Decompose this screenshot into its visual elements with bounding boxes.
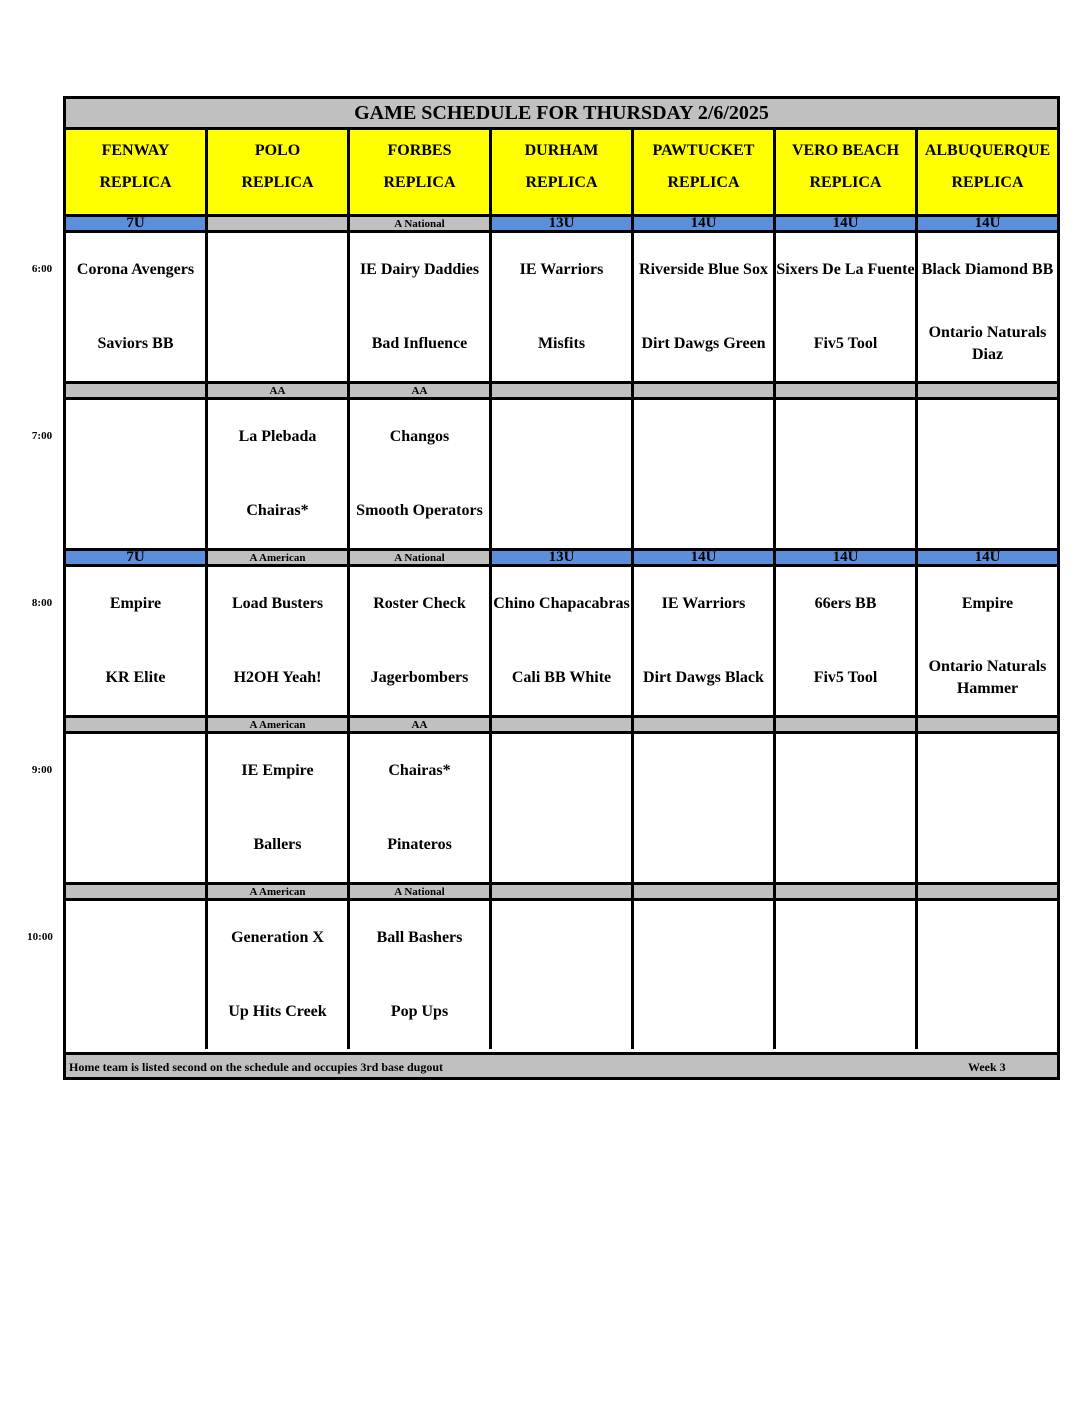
field-header [776, 130, 918, 214]
away-team [492, 901, 631, 975]
home-team: Dirt Dawgs Green [641, 335, 766, 352]
division-label: A American [208, 548, 350, 567]
division-label: AA [350, 715, 492, 734]
away-team: Sixers De La Fuente [776, 261, 915, 278]
field-header [918, 130, 1057, 214]
game-cell [492, 400, 634, 548]
division-label: A National [350, 882, 492, 901]
division-label [776, 882, 918, 901]
home-team [634, 474, 773, 548]
division-label [66, 381, 208, 400]
home-team [776, 975, 915, 1049]
game-cell [208, 734, 350, 882]
division-label [776, 381, 918, 400]
schedule-footer [66, 1052, 1057, 1077]
field-subtitle: REPLICA [951, 174, 1024, 191]
time-label: 8:00 [31, 597, 53, 609]
away-team [918, 734, 1057, 808]
home-team: Ontario Naturals Hammer [928, 658, 1047, 697]
away-team [918, 400, 1057, 474]
home-team: Dirt Dawgs Black [643, 669, 764, 686]
game-cell [492, 734, 634, 882]
division-label: 14U [776, 548, 918, 567]
game-cell [492, 901, 634, 1049]
division-label: 14U [776, 214, 918, 233]
game-cell [776, 734, 918, 882]
field-name: PAWTUCKET [652, 142, 755, 159]
division-label [66, 715, 208, 734]
away-team: IE Warriors [661, 595, 746, 612]
away-team: Changos [389, 428, 450, 445]
home-team: Cali BB White [511, 669, 612, 686]
home-team [918, 975, 1057, 1049]
home-team [66, 975, 205, 1049]
week-label: Week 3 [968, 1060, 1006, 1074]
field-name: FENWAY [101, 142, 170, 159]
game-cell [208, 233, 350, 381]
division-label: 14U [634, 214, 776, 233]
game-cell [208, 400, 350, 548]
division-label: A American [208, 882, 350, 901]
game-cell [492, 233, 634, 381]
home-team [492, 808, 631, 882]
field-subtitle: REPLICA [383, 174, 456, 191]
away-team [66, 400, 205, 474]
field-subtitle: REPLICA [241, 174, 314, 191]
away-team [634, 400, 773, 474]
home-team: Bad Influence [371, 335, 468, 352]
away-team [776, 734, 915, 808]
division-label [634, 381, 776, 400]
away-team: Load Busters [231, 595, 324, 612]
home-team [66, 808, 205, 882]
away-team: 66ers BB [814, 595, 877, 612]
home-team [66, 474, 205, 548]
away-team: Riverside Blue Sox [639, 261, 768, 278]
away-team: La Plebada [238, 428, 317, 445]
away-team [918, 901, 1057, 975]
time-label: 10:00 [27, 931, 53, 943]
game-cell [66, 901, 208, 1049]
game-cell [66, 233, 208, 381]
division-label: 13U [492, 214, 634, 233]
home-team [776, 808, 915, 882]
away-team: Chairas* [388, 762, 451, 779]
division-label: AA [208, 381, 350, 400]
away-team [208, 233, 347, 307]
home-team: Pop Ups [390, 1003, 449, 1020]
field-name: ALBUQUERQUE [924, 142, 1051, 159]
division-label [918, 715, 1057, 734]
away-team [66, 734, 205, 808]
away-team: IE Empire [241, 762, 314, 779]
division-label: 7U [66, 214, 208, 233]
home-team: Misfits [537, 335, 586, 352]
home-team [918, 474, 1057, 548]
away-team: Ball Bashers [376, 929, 463, 946]
game-cell [350, 734, 492, 882]
field-subtitle: REPLICA [525, 174, 598, 191]
away-team: Generation X [231, 929, 324, 946]
home-team [492, 474, 631, 548]
division-label: A National [350, 548, 492, 567]
game-cell [66, 400, 208, 548]
game-cell [918, 233, 1057, 381]
game-cell [634, 233, 776, 381]
home-team: Jagerbombers [370, 669, 469, 686]
game-cell [918, 901, 1057, 1049]
away-team: IE Dairy Daddies [359, 261, 480, 278]
division-label [492, 882, 634, 901]
home-team [634, 975, 773, 1049]
home-team: Fiv5 Tool [813, 669, 878, 686]
away-team [776, 400, 915, 474]
division-label [776, 715, 918, 734]
footer-note: Home team is listed second on the schedule and occupies 3rd base dugout [69, 1060, 444, 1074]
home-team: Ontario Naturals Diaz [928, 324, 1047, 363]
game-cell [66, 734, 208, 882]
away-team [66, 901, 205, 975]
away-team [492, 400, 631, 474]
division-label: AA [350, 381, 492, 400]
game-cell [776, 233, 918, 381]
game-cell [918, 734, 1057, 882]
division-label: A American [208, 715, 350, 734]
division-label [208, 214, 350, 233]
time-label: 9:00 [31, 764, 53, 776]
away-team: IE Warriors [519, 261, 604, 278]
division-label: 13U [492, 548, 634, 567]
division-label [634, 882, 776, 901]
home-team: Chairas* [246, 502, 309, 519]
field-subtitle: REPLICA [667, 174, 740, 191]
home-team: Fiv5 Tool [813, 335, 878, 352]
time-label: 6:00 [31, 263, 53, 275]
away-team [634, 901, 773, 975]
field-name: VERO BEACH [791, 142, 900, 159]
home-team [634, 808, 773, 882]
field-name: POLO [254, 142, 301, 159]
schedule-sheet [63, 96, 1060, 1080]
game-cell [66, 567, 208, 715]
field-subtitle: REPLICA [809, 174, 882, 191]
game-cell [634, 901, 776, 1049]
field-header [66, 130, 208, 214]
home-team: Smooth Operators [356, 502, 483, 519]
division-label [918, 882, 1057, 901]
game-cell [634, 567, 776, 715]
time-label: 7:00 [31, 430, 53, 442]
away-team: Empire [961, 595, 1014, 612]
away-team: Empire [109, 595, 162, 612]
game-cell [634, 400, 776, 548]
away-team: Roster Check [373, 595, 466, 612]
game-cell [350, 901, 492, 1049]
division-label: 14U [918, 548, 1057, 567]
home-team [776, 474, 915, 548]
game-cell [492, 567, 634, 715]
field-header [350, 130, 492, 214]
home-team [492, 975, 631, 1049]
away-team [776, 901, 915, 975]
field-header [634, 130, 776, 214]
game-cell [350, 233, 492, 381]
game-cell [776, 901, 918, 1049]
away-team [634, 734, 773, 808]
home-team: Pinateros [387, 836, 452, 853]
home-team [208, 307, 347, 381]
home-team [918, 808, 1057, 882]
away-team: Chino Chapacabras [493, 595, 630, 612]
division-label: 14U [918, 214, 1057, 233]
game-cell [208, 567, 350, 715]
away-team: Corona Avengers [76, 261, 195, 278]
field-name: DURHAM [524, 142, 599, 159]
field-header [492, 130, 634, 214]
home-team: Up Hits Creek [228, 1003, 327, 1020]
division-label: 14U [634, 548, 776, 567]
away-team [492, 734, 631, 808]
game-cell [350, 400, 492, 548]
home-team: Saviors BB [97, 335, 174, 352]
division-label [66, 882, 208, 901]
field-subtitle: REPLICA [99, 174, 172, 191]
home-team: Ballers [253, 836, 302, 853]
field-name: FORBES [387, 142, 452, 159]
division-label [918, 381, 1057, 400]
away-team: Black Diamond BB [921, 261, 1054, 278]
game-cell [776, 567, 918, 715]
division-label: A National [350, 214, 492, 233]
game-cell [350, 567, 492, 715]
game-cell [634, 734, 776, 882]
game-cell [776, 400, 918, 548]
division-label [492, 381, 634, 400]
game-cell [208, 901, 350, 1049]
division-label: 7U [66, 548, 208, 567]
field-header [208, 130, 350, 214]
division-label [492, 715, 634, 734]
game-cell [918, 567, 1057, 715]
division-label [634, 715, 776, 734]
home-team: KR Elite [105, 669, 166, 686]
game-cell [918, 400, 1057, 548]
home-team: H2OH Yeah! [233, 669, 322, 686]
schedule-title: GAME SCHEDULE FOR THURSDAY 2/6/2025 [66, 99, 1057, 130]
